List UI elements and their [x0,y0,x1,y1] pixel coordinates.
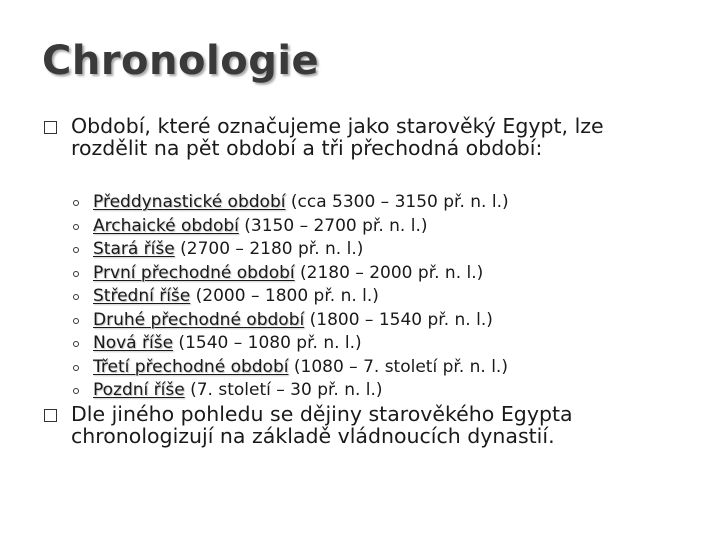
period-dates: (1540 – 1080 př. n. l.) [173,333,362,353]
period-dates: (1080 – 7. století př. n. l.) [288,356,508,377]
ring-bullet-icon [73,341,79,347]
bullet-text: Dle jiného pohledu se dějiny starověkého Egypta chronologizují na základě vládnoucích dynastií. [71,402,573,448]
period-dates: (3150 – 2700 př. n. l.) [238,215,428,236]
ring-bullet-icon [73,200,79,206]
period-name[interactable]: Druhé přechodné období [93,309,305,330]
list-item [72,332,509,356]
period-dates: (7. století – 30 př. n. l.) [184,380,383,400]
period-dates: (2700 – 2180 př. n. l.) [174,239,364,259]
list-item [72,191,509,215]
bullet-dynasties [44,403,684,447]
square-bullet-icon [44,409,57,422]
period-name[interactable]: První přechodné období [93,262,295,283]
list-item [72,285,509,309]
period-name[interactable]: Pozdní říše [93,380,185,400]
period-name[interactable]: Archaické období [93,215,239,236]
ring-bullet-icon [73,271,79,277]
period-name[interactable]: Předdynastické období [93,192,286,212]
list-item [72,379,509,403]
list-item [72,238,509,262]
ring-bullet-icon [73,365,79,371]
ring-bullet-icon [73,224,79,230]
ring-bullet-icon [73,318,79,324]
slide-title: Chronologie [42,38,320,84]
list-item [72,356,509,380]
period-dates: (2180 – 2000 př. n. l.) [294,262,484,283]
ring-bullet-icon [73,294,79,300]
bullet-text: Období, které označujeme jako starověký Egypt, lze rozdělit na pět období a tři přechodná období: [71,114,604,160]
period-name[interactable]: Nová říše [93,333,174,353]
period-name[interactable]: Stará říše [93,239,175,259]
period-list [72,191,509,403]
period-name[interactable]: Střední říše [93,286,191,306]
period-name[interactable]: Třetí přechodné období [93,356,289,377]
ring-bullet-icon [73,247,79,253]
period-dates: (cca 5300 – 3150 př. n. l.) [285,192,509,212]
square-bullet-icon [44,121,57,134]
ring-bullet-icon [73,388,79,394]
list-item [72,215,509,239]
list-item [72,309,509,333]
period-dates: (2000 – 1800 př. n. l.) [190,286,379,306]
period-dates: (1800 – 1540 př. n. l.) [304,309,493,330]
bullet-periods-intro [44,115,684,159]
list-item [72,262,509,286]
